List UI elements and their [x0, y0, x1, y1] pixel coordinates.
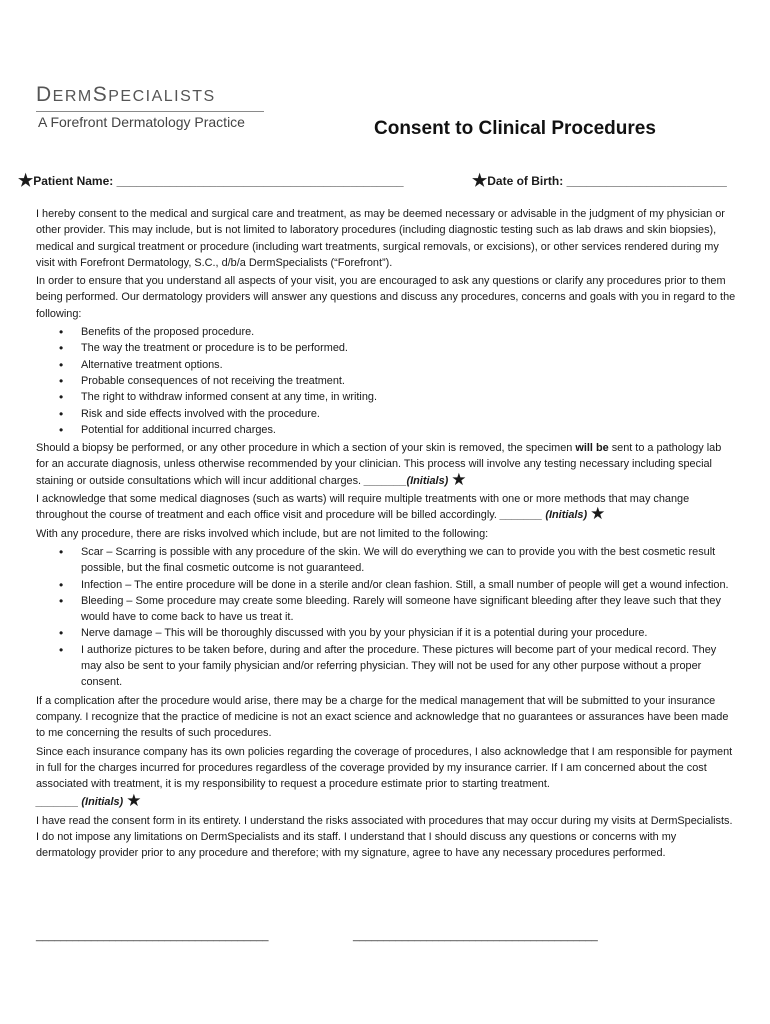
initials-insurance-row — [36, 791, 736, 811]
initials-insurance-field[interactable]: _______ (Initials) — [36, 796, 124, 809]
consent-body — [36, 206, 736, 864]
patient-signature-line[interactable]: ______________________________________ — [36, 930, 269, 942]
list-item: • Nerve damage – This will be thoroughly discussed with you by your physician if it is a potential during your procedure. — [81, 625, 736, 641]
initials-biopsy-field[interactable]: _______(Initials) — [364, 474, 449, 487]
list-item: • Infection – The entire procedure will be done in a sterile and/or clean fashion. Still, a small number of people will get a wound infection. — [81, 577, 736, 593]
patient-name-field[interactable] — [18, 171, 404, 190]
logo-wordmark: DERMSPECIALISTS — [36, 83, 216, 106]
dob-field[interactable] — [472, 171, 727, 190]
date-signature-line[interactable]: ________________________________________ — [353, 930, 598, 942]
list-item: • Alternative treatment options. — [81, 357, 736, 373]
list-item: • Potential for additional incurred charges. — [81, 422, 736, 438]
list-item: • The way the treatment or procedure is to be performed. — [81, 340, 736, 356]
list-item: • Benefits of the proposed procedure. — [81, 324, 736, 340]
page-title: Consent to Clinical Procedures — [374, 118, 656, 139]
star-icon: ★ — [126, 791, 142, 811]
paragraph-complication: If a complication after the procedure would arise, there may be a charge for the medical management that will be submitted to your insurance company. I recognize that the practice of medicine is not an exact science and acknowledge that no guarantees or assurances have been made to me concerning the results of such procedures. — [36, 694, 729, 740]
paragraph-insurance: Since each insurance company has its own policies regarding the coverage of procedures, I also acknowledge that I am responsible for payment in full for the charges incurred for procedures regardless of the coverage provided by my insurance carrier. If I am concerned about the cost associated with treatment, it is my responsibility to request a procedure estimate prior to starting treatment. — [36, 745, 733, 791]
star-icon: ★ — [18, 171, 34, 190]
paragraph-questions: In order to ensure that you understand all aspects of your visit, you are encouraged to ask any questions or clarify any procedures prior to them being performed. Our dermatology providers will answer any questions and discuss any procedures, concerns and goals with you in regard to the following: — [36, 275, 736, 320]
paragraph-risks-intro: With any procedure, there are risks involved which include, but are not limited to the following: — [36, 527, 489, 540]
paragraph-acknowledgement: I have read the consent form in its entirety. I understand the risks associated with procedures that may occur during my visits at DermSpecialists. I do not impose any limitations on DermSpecialists and its staff. I understand that I should discuss any questions or concerns with my dermatology provider prior to any procedure and therefore; with my signature, agree to have any necessary procedures performed. — [36, 814, 733, 860]
star-icon: ★ — [451, 469, 467, 489]
logo-rule — [36, 111, 264, 112]
dob-label: Date of Birth: — [487, 174, 567, 188]
patient-name-line[interactable]: ___________________________________________ — [116, 174, 404, 188]
discussion-list — [36, 324, 736, 438]
star-icon: ★ — [590, 504, 606, 524]
list-item: • Bleeding – Some procedure may create some bleeding. Rarely will someone have significant bleeding after they leave such that they would have to come back to have us treat it. — [81, 593, 736, 626]
dob-line[interactable]: ________________________ — [566, 174, 727, 188]
paragraph-billing: I acknowledge that some medical diagnoses (such as warts) will require multiple treatments with one or more methods that may change throughout the course of treatment and each office visit and procedure will be billed accordingly. _______ (Initials) ★ — [36, 493, 690, 524]
list-item: • Risk and side effects involved with the procedure. — [81, 406, 736, 422]
logo-tagline: A Forefront Dermatology Practice — [38, 114, 245, 130]
logo — [36, 84, 266, 130]
list-item: • Probable consequences of not receiving the treatment. — [81, 373, 736, 389]
list-item: • I authorize pictures to be taken before, during and after the procedure. These pictures will become part of your medical record. They may also be sent to your family physician and/or referring physician. They will not be used for any other purpose without a proper consent. — [81, 642, 736, 691]
paragraph-biopsy: Should a biopsy be performed, or any other procedure in which a section of your skin is removed, the specimen will be sent to a pathology lab for an accurate diagnosis, unless otherwise recommended by your clinician. This process will involve any testing necessary including special staining or outside consultations which will incur additional charges. _______(Initials) ★ — [36, 442, 722, 489]
patient-name-label: Patient Name: — [33, 174, 117, 188]
initials-billing-field[interactable]: _______ (Initials) — [499, 509, 588, 522]
star-icon: ★ — [472, 171, 488, 190]
risks-list — [36, 544, 736, 691]
paragraph-consent: I hereby consent to the medical and surgical care and treatment, as may be deemed necessary or advisable in the judgment of my physician or other provider. This may include, but is not limited to laboratory procedures (including diagnostic testing such as lab draws and skin biopsies), medical and surgical treatment or procedure (including wart treatments, surgical removals, or excisions), or other services rendered during my visit with Forefront Dermatology, S.C., d/b/a DermSpecialists (“Forefront”). — [36, 208, 725, 269]
list-item: • The right to withdraw informed consent at any time, in writing. — [81, 389, 736, 405]
list-item: • Scar – Scarring is possible with any procedure of the skin. We will do everything we can to provide you with the best cosmetic result possible, but the final cosmetic outcome is not guaranteed. — [81, 544, 736, 577]
